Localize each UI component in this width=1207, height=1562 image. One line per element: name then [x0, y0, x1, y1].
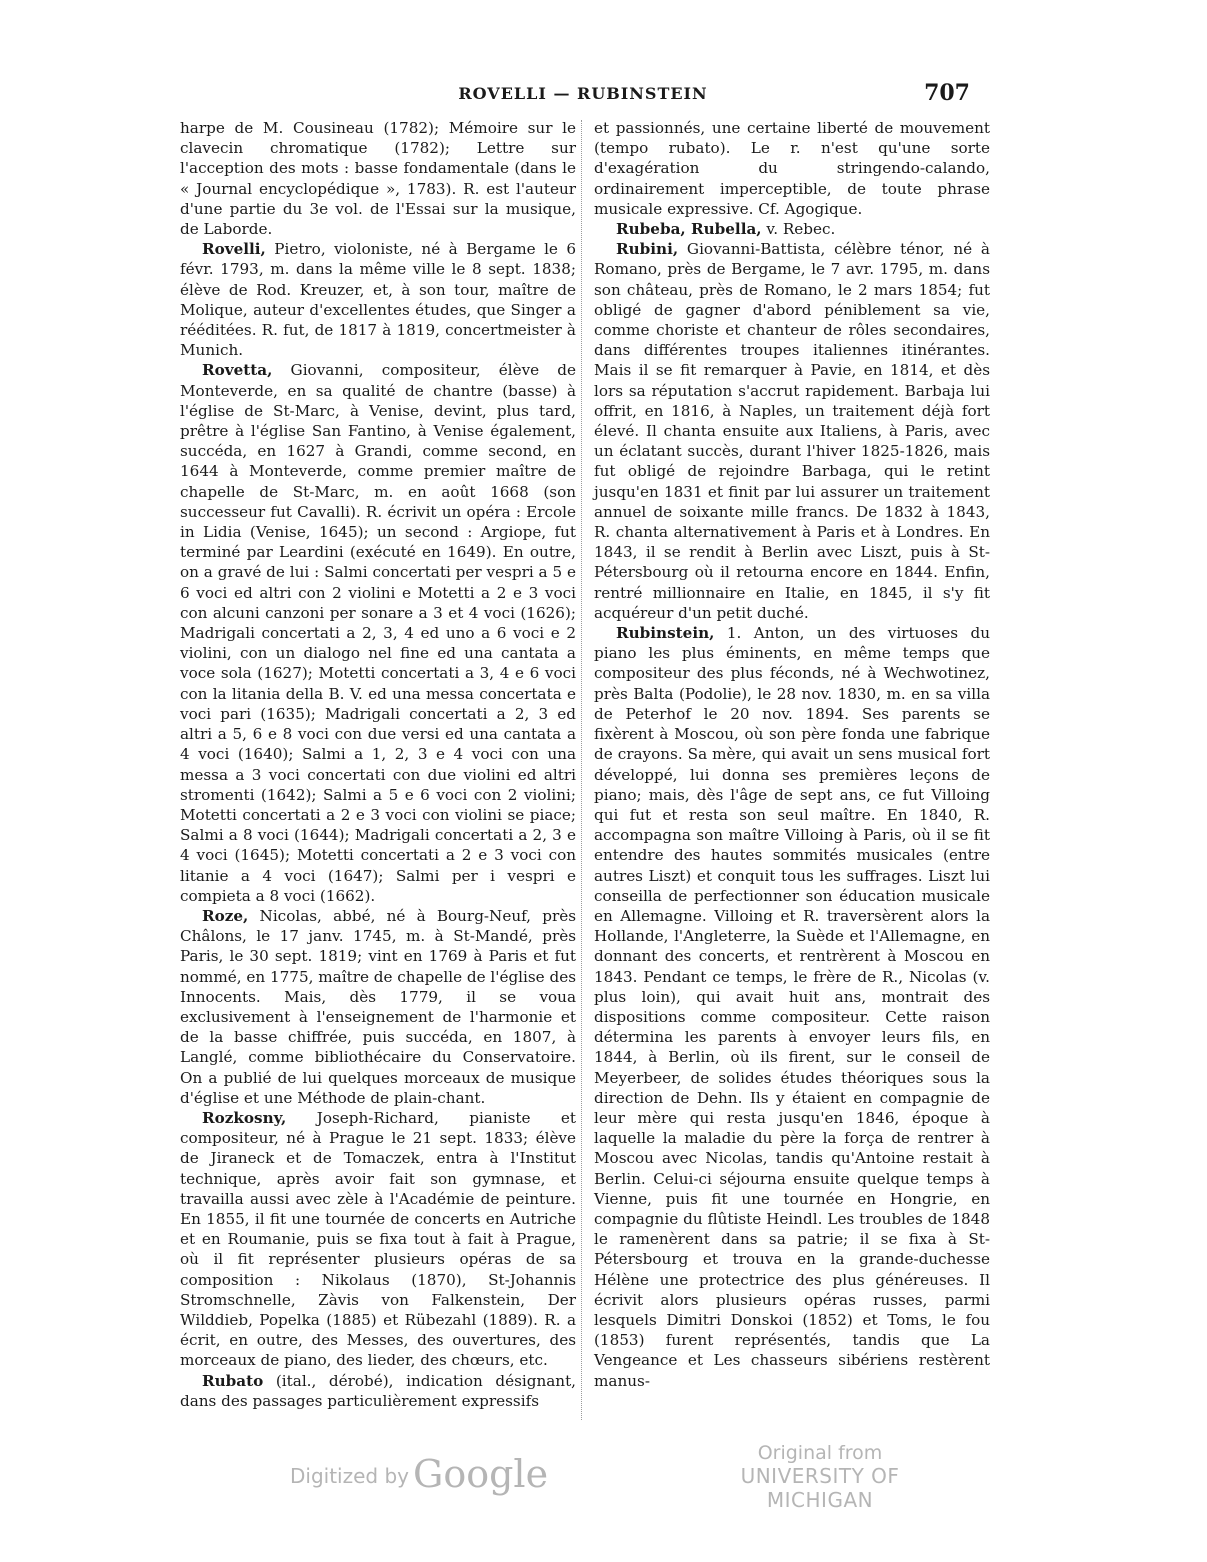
google-logo: Google [413, 1452, 549, 1496]
page-number: 707 [924, 80, 970, 106]
headword: Rubeba, Rubella, [616, 220, 762, 239]
headword: Rubinstein, [616, 624, 715, 643]
headword: Rubato [202, 1371, 264, 1390]
entry-continuation: harpe de M. Cousineau (1782); Mémoire sur le clavecin chromatique (1782); Lettre sur l'acception des mots : basse fondamentale (dans le « Journal encyclopédique », 1783). R. est l'auteur d'une partie du 3e vol. de l'Essai sur la musique, de Laborde. [180, 119, 576, 239]
entry-rozkosny: Rozkosny, Joseph-Richard, pianiste et compositeur, né à Prague le 21 sept. 1833; élève de Jiraneck et de Tomaczek, entra à l'Institut technique, après avoir fait son gymnase, et travailla aussi avec zèle à l'Académie de peinture. En 1855, il fit une tournée de concerts en Autriche et en Roumanie, puis se fixa tout à fait à Prague, où il fit représenter plusieurs opéras de sa composition : Nikolaus (1870), St-Johannis Stromschnelle, Zàvis von Falkenstein, Der Wilddieb, Popelka (1885) et Rübezahl (1889). R. a écrit, en outre, des Messes, des ouvertures, des morceaux de piano, des lieder, des chœurs, etc. [180, 1108, 576, 1370]
entry-rubini: Rubini, Giovanni-Battista, célèbre ténor, né à Romano, près de Bergame, le 7 avr. 1795, m. dans son château, près de Romano, le 2 mars 1854; fut obligé de gagner d'abord péniblement sa vie, comme choriste et chanteur de rôles secondaires, dans différentes troupes italiennes itinérantes. Mais il se fit remarquer à Pavie, en 1814, et dès lors sa réputation s'accrut rapidement. Barbaja lui offrit, en 1816, à Naples, un traitement déjà fort élevé. Il chanta ensuite aux Italiens, à Paris, avec un éclatant succès, durant l'hiver 1825-1826, mais fut obligé de rejoindre Barbaga, qui le retint jusqu'en 1831 et finit par lui assurer un traitement annuel de soixante mille francs. De 1832 à 1843, R. chanta alternativement à Paris et à Londres. En 1843, il se rendit à Berlin avec Liszt, puis à St-Pétersbourg où il retourna encore en 1844. Enfin, rentré millionnaire en Italie, en 1845, il s'y fit acquéreur d'un petit duché. [594, 240, 990, 622]
right-column [594, 118, 990, 1391]
headword: Rubini, [616, 240, 679, 259]
digitized-by-watermark: Digitized by Google [290, 1452, 549, 1496]
entry-continuation: et passionnés, une certaine liberté de mouvement (tempo rubato). Le r. n'est qu'une sorte d'exagération du stringendo-calando, ordinairement imperceptible, de toute phrase musicale expressive. Cf. Agogique. [594, 119, 990, 218]
entry-rubinstein: Rubinstein, 1. Anton, un des virtuoses du piano les plus éminents, en même temps que compositeur des plus féconds, né à Wechwotinez, près Balta (Podolie), le 28 nov. 1830, m. en sa villa de Peterhof le 20 nov. 1894. Ses parents se fixèrent à Moscou, où son père fonda une fabrique de crayons. Sa mère, qui avait un sens musical fort développé, lui donna ses premières leçons de piano; mais, dès l'âge de sept ans, ce fut Villoing qui fut et resta son seul maître. En 1840, R. accompagna son maître Villoing à Paris, où il se fit entendre des hautes sommités musicales (entre autres Liszt) et conquit tous les suffrages. Liszt lui conseilla de perfectionner son éducation musicale en Allemagne. Villoing et R. traversèrent alors la Hollande, l'Angleterre, la Suède et l'Allemagne, en donnant des concerts, et rentrèrent à Moscou en 1843. Pendant ce temps, le frère de R., Nicolas (v. plus loin), qui avait huit ans, montrait des dispositions comme compositeur. Cette raison détermina les parents à envoyer leurs fils, en 1844, à Berlin, où ils firent, sur le conseil de Meyerbeer, de solides études théoriques sous la direction de Dehn. Ils y étaient en compagnie de leur mère qui resta jusqu'en 1846, époque à laquelle la maladie du père la força de rentrer à Moscou avec Nicolas, tandis qu'Antoine restait à Berlin. Celui-ci séjourna ensuite quelque temps à Vienne, puis fit une tournée en Hongrie, en compagnie du flûtiste Heindl. Les troubles de 1848 le ramenèrent dans sa patrie; il se fixa à St-Pétersbourg et trouva en la grande-duchesse Hélène une protectrice des plus généreuses. Il écrivit alors plusieurs opéras russes, parmi lesquels Dimitri Donskoi (1852) et Toms, le fou (1853) furent représentés, tandis que La Vengeance et Les chasseurs sibériens restèrent manus- [594, 624, 990, 1390]
headword: Rovelli, [202, 240, 266, 259]
original-from-watermark: Original from UNIVERSITY OF MICHIGAN [740, 1442, 900, 1512]
headword: Rovetta, [202, 361, 273, 380]
entry-rubato: Rubato (ital., dérobé), indication désignant, dans des passages particulièrement expressifs [180, 1371, 576, 1410]
column-divider [581, 120, 583, 1420]
digitization-footer [0, 1438, 1207, 1512]
headword: Rozkosny, [202, 1108, 287, 1127]
entry-rovelli: Rovelli, Pietro, violoniste, né à Bergame le 6 févr. 1793, m. dans la même ville le 8 sept. 1838; élève de Rod. Kreuzer, et, à son tour, maître de Molique, auteur d'excellentes études, que Singer a rééditées. R. fut, de 1817 à 1819, concertmeister à Munich. [180, 240, 576, 360]
running-title: ROVELLI — RUBINSTEIN [458, 84, 708, 103]
entry-roze: Roze, Nicolas, abbé, né à Bourg-Neuf, près Châlons, le 17 janv. 1745, m. à St-Mandé, près Paris, le 30 sept. 1819; vint en 1769 à Paris et fut nommé, en 1775, maître de chapelle de l'église des Innocents. Mais, dès 1779, il se voua exclusivement à l'enseignement de l'harmonie et de la basse chiffrée, puis succéda, en 1807, à Langlé, comme bibliothécaire du Conservatoire. On a publié de lui quelques morceaux de musique d'église et une Méthode de plain-chant. [180, 906, 576, 1107]
running-header [178, 80, 988, 112]
headword: Roze, [202, 906, 249, 925]
entry-rubeba: Rubeba, Rubella, v. Rebec. [616, 220, 836, 239]
left-column [180, 118, 576, 1411]
entry-rovetta: Rovetta, Giovanni, compositeur, élève de Monteverde, en sa qualité de chantre (basse) à l'église de St-Marc, à Venise, devint, plus tard, prêtre à l'église San Fantino, à Venise également, succéda, en 1627 à Grandi, comme second, en 1644 à Monteverde, comme premier maître de chapelle de St-Marc, m. en août 1668 (son successeur fut Cavalli). R. écrivit un opéra : Ercole in Lidia (Venise, 1645); un second : Argiope, fut terminé par Leardini (exécuté en 1649). En outre, on a gravé de lui : Salmi concertati per vespri a 5 e 6 voci ed altri con 2 violini e Motetti a 2 e 3 voci con alcuni canzoni per sonare a 3 et 4 voci (1626); Madrigali concertati a 2, 3, 4 ed uno a 6 voci e 2 violini, con un dialogo nel fine ed una cantata a voce sola (1627); Motetti concertati a 3, 4 e 6 voci con la litania della B. V. ed una messa concertata e voci pari (1635); Madrigali concertati a 2, 3 ed altri a 5, 6 e 8 voci con due versi ed una cantata a 4 voci (1640); Salmi a 1, 2, 3 e 4 voci con una messa a 3 voci concertati con due violini ed altri stromenti (1642); Salmi a 5 e 6 voci con 2 violini; Motetti concertati a 2 e 3 voci con violini se piace; Salmi a 8 voci (1644); Madrigali concertati a 2, 3 e 4 voci (1645); Motetti concertati a 2 e 3 voci con litanie a 4 voci (1647); Salmi per i vespri e compieta a 8 voci (1662). [180, 361, 576, 905]
